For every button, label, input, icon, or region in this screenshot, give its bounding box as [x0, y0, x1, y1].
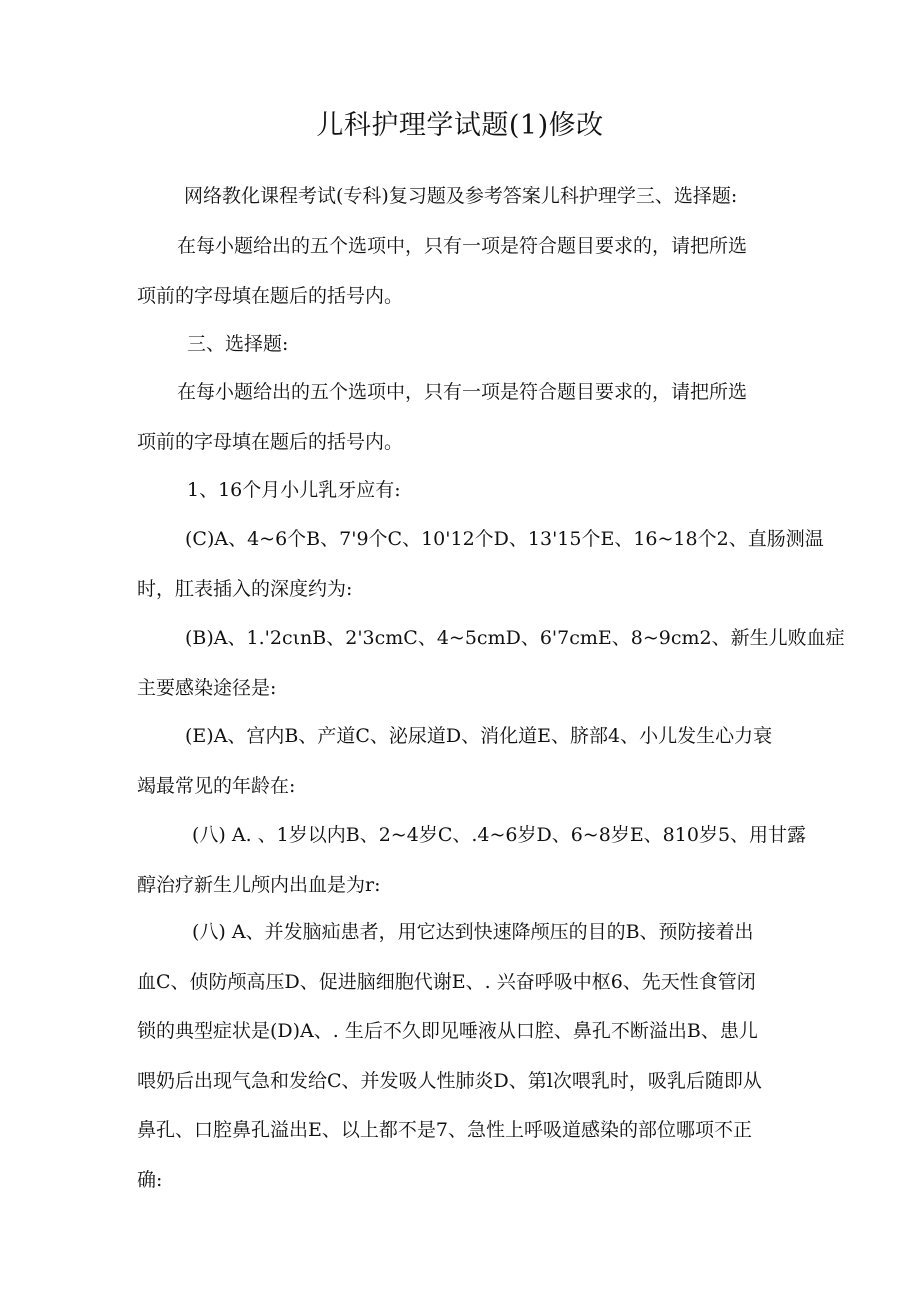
question-1-answer-line-1: (C)A、4~6个B、7'9个C、10'12个D、13'15个E、16~18个2、直肠测温 — [185, 528, 824, 550]
question-5-answer-line-1: (八) A、并发脑疝患者，用它达到快速降颅压的目的B、预防接着出 — [192, 921, 754, 943]
question-4-answer-line-1: (八) A. 、1岁以内B、2~4岁C、.4~6岁D、6~8岁E、810岁5、用甘露 — [192, 824, 807, 846]
question-4-answer — [137, 811, 807, 910]
instruction-paragraph-1 — [137, 222, 787, 321]
question-2-answer-line-2: 主要感染途径是: — [137, 676, 277, 699]
page-title: 儿科护理学试题(1)修改 — [316, 110, 604, 141]
question-4-answer-line-2: 醇治疗新生儿颅内出血是为r: — [137, 873, 381, 896]
instruction-2-line-2: 项前的字母填在题后的括号内。 — [137, 430, 404, 453]
instruction-paragraph-2 — [137, 368, 787, 467]
question-2-answer-line-1: (B)A、1.'2cιnB、2'3cmC、4~5cmD、6'7cmE、8~9cm2、新生儿败血症 — [185, 627, 845, 649]
question-5-answer-line-4: 喂奶后出现气急和发给C、并发吸人性肺炎D、第l次喂乳时，吸乳后随即从 — [137, 1069, 762, 1092]
instruction-1-line-1: 在每小题给出的五个选项中，只有一项是符合题目要求的，请把所选 — [177, 235, 748, 257]
question-1-text: 1、16个月小儿乳牙应有: — [187, 479, 401, 501]
question-5-answer-line-3: 锁的典型症状是(D)A、. 生后不久即见唾液从口腔、鼻孔不断溢出B、患儿 — [137, 1020, 758, 1042]
question-5-answer — [137, 908, 787, 1205]
question-5-answer-line-2: 血C、侦防颅高压D、促进脑细胞代谢E、. 兴奋呼吸中枢6、先天性食管闭 — [137, 970, 756, 993]
instruction-1-line-2: 项前的字母填在题后的括号内。 — [137, 284, 404, 307]
instruction-2-line-1: 在每小题给出的五个选项中，只有一项是符合题目要求的，请把所选 — [177, 381, 748, 403]
question-3-answer-line-1: (E)A、宫内B、产道C、泌尿道D、消化道E、脐部4、小儿发生心力衰 — [185, 725, 773, 747]
question-3-answer-line-2: 竭最常见的年龄在: — [137, 774, 296, 797]
question-5-answer-line-5: 鼻孔、口腔鼻孔溢出E、以上都不是7、急性上呼吸道感染的部位哪项不正 — [137, 1119, 752, 1141]
intro-paragraph — [147, 172, 787, 222]
question-2-answer — [137, 614, 845, 713]
section-heading-text: 三、选择题: — [187, 333, 289, 355]
section-heading — [137, 320, 787, 370]
intro-line: 网络教化课程考试(专科)复习题及参考答案儿科护理学三、选择题: — [184, 185, 738, 207]
question-1 — [137, 466, 787, 516]
question-1-answer — [137, 515, 824, 614]
question-1-answer-line-2: 时，肛表插入的深度约为: — [137, 577, 353, 600]
question-3-answer — [137, 712, 787, 811]
question-5-answer-line-6: 确: — [137, 1168, 163, 1191]
